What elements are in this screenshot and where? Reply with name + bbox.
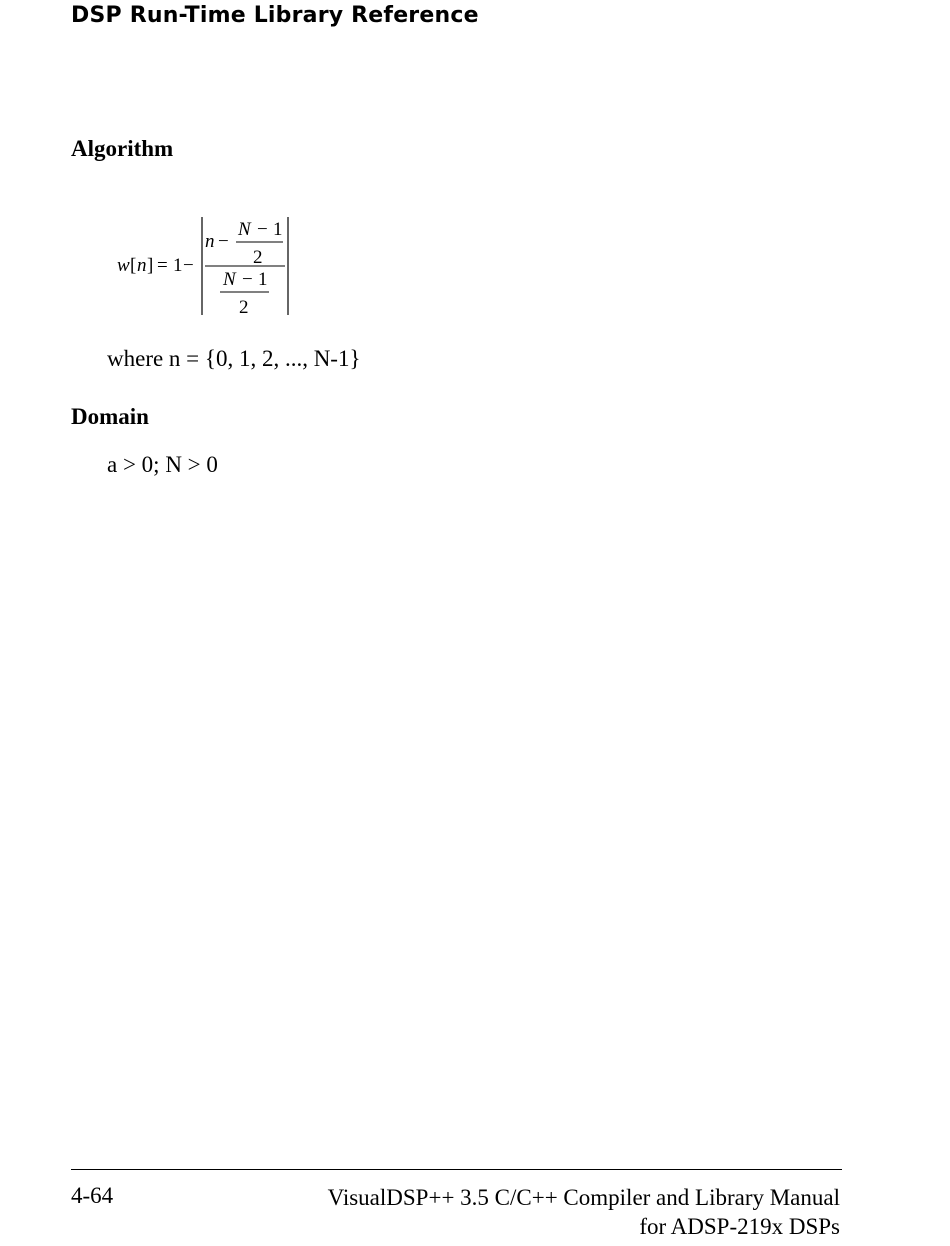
footer-manual-title (328, 1183, 840, 1241)
equation-inner-n: n (205, 231, 215, 252)
equation-denominator-one: 1 (258, 269, 268, 290)
equation-inner-minus: − (218, 231, 229, 252)
equation-lhs-index: n (137, 255, 147, 276)
footer-manual-title-line1: VisualDSP++ 3.5 C/C++ Compiler and Library Manual (327, 1185, 840, 1210)
equation-lhs-var: w (117, 255, 130, 276)
equation-numerator-minus: − (257, 219, 268, 240)
equation-close-bracket: ] (147, 255, 154, 276)
equation-one: 1 (173, 255, 183, 276)
equation-inner-denominator: 2 (253, 247, 263, 268)
equation-graphic (117, 214, 297, 320)
algorithm-heading: Algorithm (71, 136, 174, 161)
footer-manual-title-line2: for ADSP-219x DSPs (639, 1214, 840, 1239)
equation-outer-denominator: 2 (239, 297, 249, 318)
domain-text: a > 0; N > 0 (107, 452, 218, 477)
running-header: DSP Run-Time Library Reference (71, 3, 479, 28)
equation-denominator-minus: − (242, 269, 253, 290)
equation-numerator-one: 1 (273, 219, 283, 240)
equation-open-bracket: [ (130, 255, 137, 276)
equation-numerator-N: N (238, 219, 251, 240)
page-number: 4-64 (71, 1183, 114, 1208)
equation-equals: = (157, 255, 168, 276)
where-clause: where n = {0, 1, 2, ..., N-1} (107, 346, 361, 371)
window-equation (117, 214, 297, 320)
equation-denominator-N: N (223, 269, 236, 290)
footer-rule (71, 1169, 842, 1170)
domain-heading: Domain (71, 404, 149, 429)
equation-minus: − (183, 255, 194, 276)
